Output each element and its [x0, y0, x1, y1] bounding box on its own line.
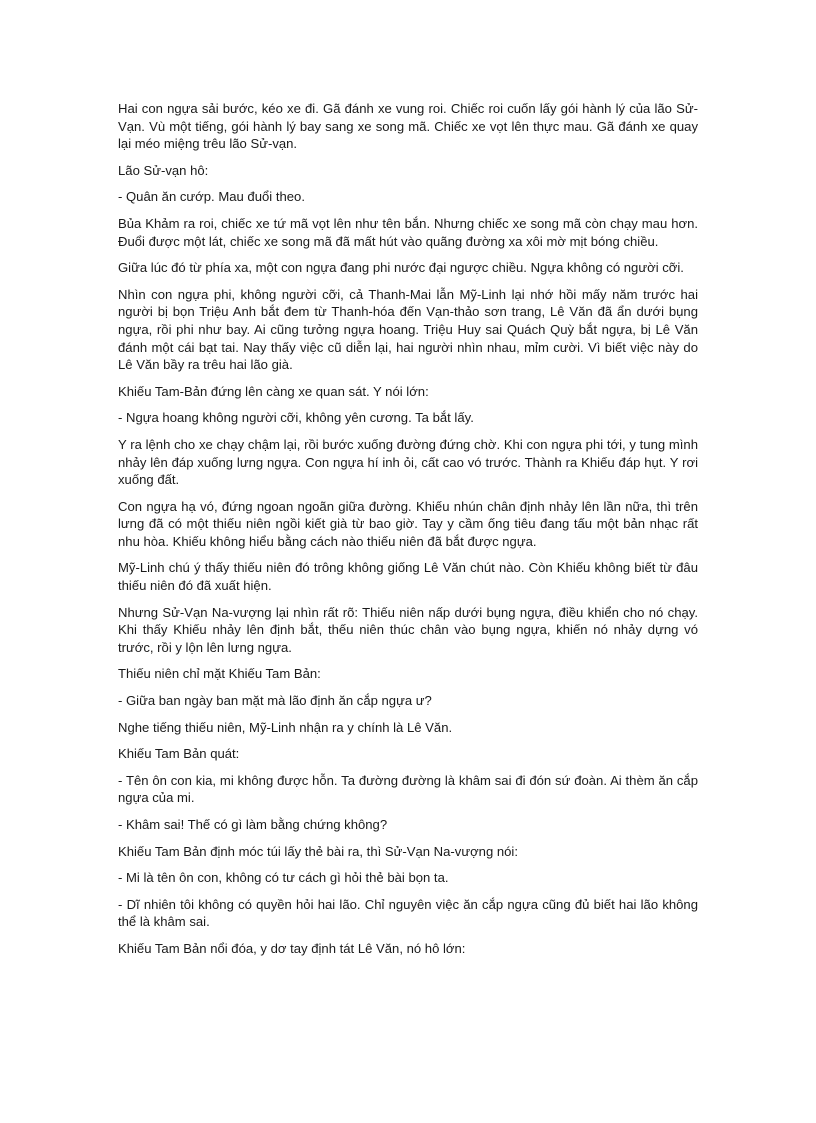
paragraph: - Dĩ nhiên tôi không có quyền hỏi hai lão. Chỉ nguyên việc ăn cắp ngựa cũng đủ biết hai lão không thể là khâm sai.: [118, 896, 698, 930]
paragraph: Khiếu Tam Bản nổi đóa, y dơ tay định tát Lê Văn, nó hô lớn:: [118, 940, 466, 956]
paragraph: - Mi là tên ôn con, không có tư cách gì hỏi thẻ bài bọn ta.: [118, 870, 449, 886]
paragraph: - Giữa ban ngày ban mặt mà lão định ăn cắp ngựa ư?: [118, 693, 432, 709]
paragraph: Y ra lệnh cho xe chạy chậm lại, rồi bước xuống đường đứng chờ. Khi con ngựa phi tới, y tung mình nhảy lên đáp xuống lưng ngựa. Con ngựa hí inh ỏi, cất cao vó trước. Thành ra Khiếu đáp hụt. Y rơi xuống đất.: [118, 436, 698, 488]
paragraph: Khiếu Tam-Bản đứng lên càng xe quan sát. Y nói lớn:: [118, 383, 429, 399]
paragraph: Hai con ngựa sải bước, kéo xe đi. Gã đánh xe vung roi. Chiếc roi cuốn lấy gói hành lý của lão Sử-Vạn. Vù một tiếng, gói hành lý bay sang xe song mã. Chiếc xe vọt lên thực mau. Gã đánh xe quay lại méo miệng trêu lão Sử-vạn.: [118, 101, 698, 152]
paragraph: Khiếu Tam Bản định móc túi lấy thẻ bài ra, thì Sử-Vạn Na-vượng nói:: [118, 843, 518, 859]
paragraph: Khiếu Tam Bản quát:: [118, 746, 240, 762]
body-text: [118, 100, 698, 967]
paragraph: Nghe tiếng thiếu niên, Mỹ-Linh nhận ra y chính là Lê Văn.: [118, 719, 453, 735]
paragraph: - Tên ôn con kia, mi không được hỗn. Ta đường đường là khâm sai đi đón sứ đoàn. Ai thèm ăn cắp ngựa của mi.: [118, 772, 698, 806]
paragraph: Thiếu niên chỉ mặt Khiếu Tam Bản:: [118, 666, 321, 682]
paragraph: - Ngựa hoang không người cỡi, không yên cương. Ta bắt lấy.: [118, 410, 474, 426]
paragraph: Giữa lúc đó từ phía xa, một con ngựa đang phi nước đại ngược chiều. Ngựa không có người cỡi.: [118, 260, 684, 276]
paragraph: Bủa Khảm ra roi, chiếc xe tứ mã vọt lên như tên bắn. Nhưng chiếc xe song mã còn chạy mau hơn. Đuổi được một lát, chiếc xe song mã đã mất hút vào quãng đường xa xôi mờ mịt bóng chiều.: [118, 215, 698, 249]
paragraph: - Khâm sai! Thế có gì làm bằng chứng không?: [118, 817, 388, 832]
paragraph: Nhìn con ngựa phi, không người cỡi, cả Thanh-Mai lẫn Mỹ-Linh lại nhớ hồi mấy năm trước hai người bị bọn Triệu Anh bắt đem từ Thanh-hóa đến Vạn-thảo sơn trang, Lê Văn đã ẩn dưới bụng ngựa, rồi phi như bay. Ai cũng tưởng ngựa hoang. Triệu Huy sai Quách Quỳ bắt ngựa, bị Lê Văn đánh một cái bạt tai. Nay thấy việc cũ diễn lại, hai người nhìn nhau, mỉm cười. Vì biết việc này do Lê Văn bầy ra trêu hai lão già.: [118, 286, 698, 373]
paragraph: Lão Sử-vạn hô:: [118, 162, 209, 178]
paragraph: - Quân ăn cướp. Mau đuổi theo.: [118, 189, 305, 205]
paragraph: Con ngựa hạ vó, đứng ngoan ngoãn giữa đường. Khiếu nhún chân định nhảy lên lần nữa, thì trên lưng đã có một thiếu niên ngồi kiết già từ bao giờ. Tay y cầm ống tiêu đang tấu một bản nhạc rất nhu hòa. Khiếu không hiểu bằng cách nào thiếu niên đã bắt được ngựa.: [118, 498, 698, 549]
paragraph: Nhưng Sử-Vạn Na-vượng lại nhìn rất rõ: Thiếu niên nấp dưới bụng ngựa, điều khiển cho nó chạy. Khi thấy Khiếu nhảy lên định bắt, thếu niên thúc chân vào bụng ngựa, khiến nó nhảy dựng vó trước, rồi y lộn lên lưng ngựa.: [118, 604, 698, 655]
paragraph: Mỹ-Linh chú ý thấy thiếu niên đó trông không giống Lê Văn chút nào. Còn Khiếu không biết từ đâu thiếu niên đó đã xuất hiện.: [118, 560, 698, 594]
